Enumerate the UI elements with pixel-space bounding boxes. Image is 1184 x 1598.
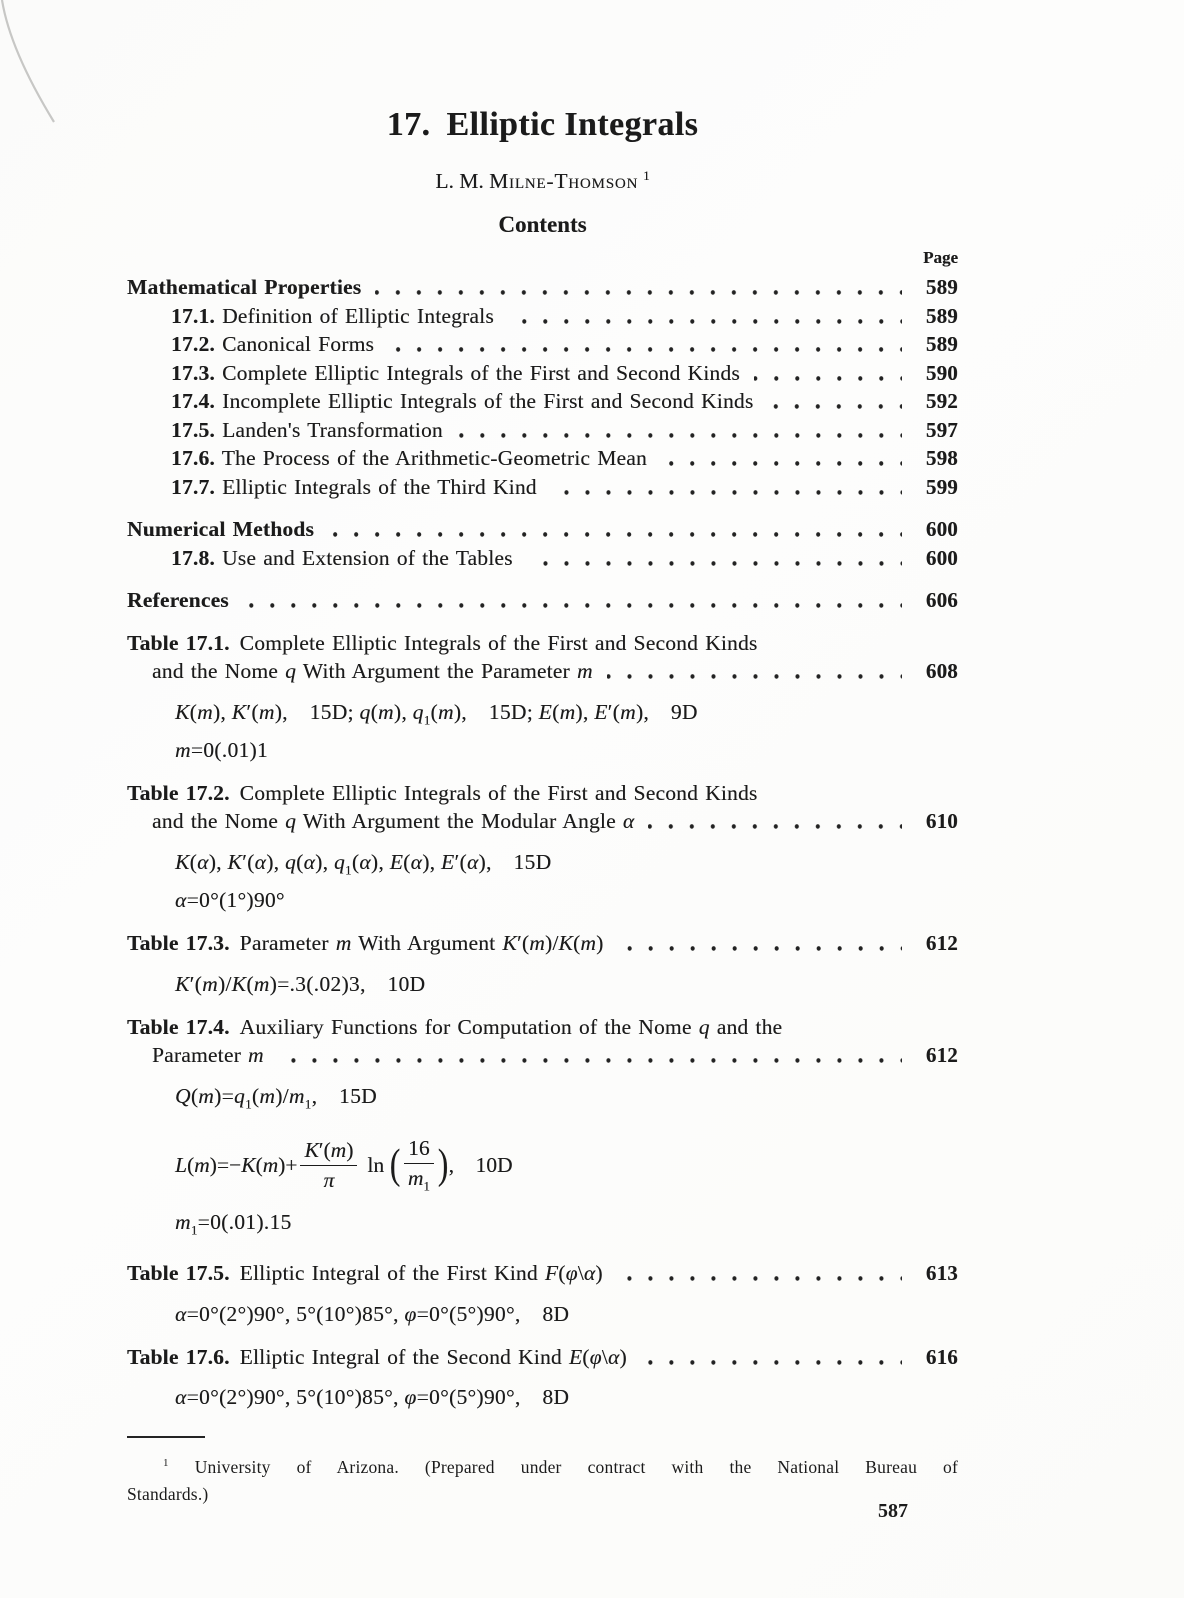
chapter-number: 17.	[386, 106, 431, 143]
chapter-title-text: Elliptic Integrals	[446, 106, 699, 143]
section-title: Definition of Elliptic Integrals	[222, 303, 494, 328]
section-title: Incomplete Elliptic Integrals of the First and Second Kinds	[222, 389, 754, 414]
table-caption-text	[127, 1343, 627, 1372]
section-number: 17.6.	[171, 446, 215, 471]
section-title: Elliptic Integrals of the Third Kind	[222, 474, 537, 499]
open-paren: (	[389, 1142, 401, 1189]
toc-entry-label	[171, 330, 374, 359]
table-caption-line1	[127, 779, 958, 808]
section-title: The Process of the Arithmetic-Geometric Mean	[221, 446, 647, 471]
toc-entry-17-5	[127, 416, 958, 445]
table-caption-text: and the Nome q With Argument the Modular Angle α	[152, 809, 635, 834]
table-caption-line1	[127, 929, 958, 958]
author-initials: L. M.	[435, 169, 484, 194]
toc-page-number: 589	[925, 332, 958, 357]
table-caption-text	[127, 1259, 603, 1288]
toc-entry-label: Numerical Methods	[127, 517, 315, 542]
dot-leader	[388, 330, 902, 359]
dot-leader	[618, 929, 902, 958]
table-formula: $m_1=0(.01).15$	[175, 1210, 292, 1238]
table-caption-line1	[127, 1259, 958, 1288]
table-page-number: 608	[925, 659, 958, 684]
toc-page-number: 600	[925, 517, 958, 542]
toc-entry-label	[171, 387, 753, 416]
dot-leader	[641, 1343, 902, 1372]
table-caption-text: Auxiliary Functions for Computation of the Nome q and the	[239, 1014, 783, 1039]
author-footnote-mark: 1	[643, 168, 650, 183]
toc-entry-17-7	[127, 473, 958, 502]
toc-page-number: 589	[925, 303, 958, 328]
toc-entry-17-3	[127, 359, 958, 388]
footnote-rule	[127, 1436, 205, 1438]
table-caption-line1	[127, 1343, 958, 1372]
page-column-label: Page	[923, 248, 958, 268]
table-of-contents	[127, 273, 958, 615]
toc-entry-17-2	[127, 330, 958, 359]
toc-entry-label	[171, 359, 740, 388]
toc-entry-label	[171, 444, 647, 473]
table-entry-17-6	[127, 1343, 958, 1413]
section-number: 17.7.	[171, 474, 215, 499]
scan-artifact-mark	[0, 0, 70, 140]
table-number: Table 17.2.	[127, 780, 230, 805]
toc-entry-17-8	[127, 544, 958, 573]
table-formula: α=0°(2°)90°, 5°(10°)85°, φ=0°(5°)90°, 8D	[175, 1301, 570, 1326]
section-number: 17.8.	[171, 545, 215, 570]
table-caption-line2	[127, 1041, 958, 1070]
toc-entry-label	[171, 302, 494, 331]
table-number: Table 17.5.	[127, 1261, 230, 1286]
fraction	[300, 1138, 357, 1193]
toc-entry-label: Mathematical Properties	[127, 275, 362, 300]
section-number: 17.5.	[171, 417, 215, 442]
toc-page-number: 606	[925, 588, 958, 613]
table-entry-17-4	[127, 1013, 958, 1246]
footnote-text-line2: Standards.)	[127, 1483, 209, 1504]
table-number: Table 17.6.	[127, 1344, 230, 1369]
table-caption-line1	[127, 629, 958, 658]
formula-lhs: L(m)=−K(m)+	[175, 1152, 298, 1177]
fraction-denominator: $m_1$	[407, 1165, 430, 1194]
dot-leader	[607, 657, 902, 686]
dot-leader	[375, 273, 902, 302]
table-entry-17-2	[127, 779, 958, 915]
table-caption-text: and the Nome q With Argument the Parameter m	[152, 659, 593, 684]
dot-leader	[754, 359, 902, 388]
dot-leader	[648, 807, 902, 836]
footnote-text-line1: $^1$ University of Arizona. (Prepared under contract with the National Bureau of	[163, 1456, 958, 1477]
toc-page-number: 590	[925, 360, 958, 385]
section-number: 17.4.	[171, 389, 215, 414]
toc-entry-label	[171, 416, 443, 445]
table-caption-text: Complete Elliptic Integrals of the First and Second Kinds	[239, 630, 758, 655]
table-caption-line2	[127, 657, 958, 686]
table-formula: α=0°(1°)90°	[175, 888, 285, 913]
formula-tail: , 10D	[448, 1152, 513, 1177]
dot-leader	[243, 586, 902, 615]
table-caption-title: Elliptic Integral of the Second Kind E(φ\α)	[239, 1344, 627, 1369]
section-number: 17.3.	[171, 360, 215, 385]
toc-page-number: 589	[925, 275, 958, 300]
fraction-numerator: K′(m)	[300, 1138, 357, 1166]
ln-operator: ln	[367, 1152, 385, 1177]
table-formula: K(m), K′(m), 15D; q(m), $q_1(m)$, 15D; E(m), E′(m), 9D	[175, 699, 698, 727]
table-entry-17-1	[127, 629, 958, 765]
dot-leader	[617, 1259, 902, 1288]
toc-entry-label: References	[127, 588, 229, 613]
table-formula: α=0°(2°)90°, 5°(10°)85°, φ=0°(5°)90°, 8D	[175, 1385, 570, 1410]
toc-entry-17-6	[127, 444, 958, 473]
dot-leader	[328, 515, 902, 544]
toc-page-number: 600	[925, 545, 958, 570]
table-caption-title: Parameter m With Argument K′(m)/K(m)	[239, 931, 604, 956]
table-caption-title: Elliptic Integral of the First Kind F(φ\α)	[239, 1261, 603, 1286]
dot-leader	[527, 544, 902, 573]
author-line	[127, 168, 958, 194]
toc-page-number: 598	[925, 446, 958, 471]
table-page-number: 610	[925, 809, 958, 834]
table-formula: m=0(.01)1	[175, 737, 269, 762]
dot-leader	[551, 473, 902, 502]
section-title: Complete Elliptic Integrals of the First and Second Kinds	[222, 360, 740, 385]
fraction-denominator: π	[323, 1167, 335, 1192]
table-caption-text: Parameter m	[152, 1043, 264, 1068]
author-surname: Milne-Thomson	[489, 169, 639, 194]
toc-entry-references	[127, 586, 958, 615]
section-number: 17.1.	[171, 303, 215, 328]
dot-leader	[457, 416, 902, 445]
close-paren: )	[437, 1142, 448, 1189]
table-page-number: 613	[925, 1261, 958, 1286]
toc-entry-numerical-methods	[127, 515, 958, 544]
section-title: Canonical Forms	[222, 332, 375, 357]
page-number: 587	[878, 1500, 908, 1522]
toc-entry-mathematical-properties	[127, 273, 958, 302]
section-number: 17.2.	[171, 332, 215, 357]
table-number: Table 17.1.	[127, 630, 230, 655]
dot-leader	[767, 387, 902, 416]
dot-leader	[278, 1041, 902, 1070]
toc-entry-label	[171, 544, 513, 573]
table-formula: $Q(m)=q_1(m)/m_1$, 15D	[175, 1083, 377, 1112]
toc-page-number: 599	[925, 474, 958, 499]
table-entry-17-3	[127, 929, 958, 999]
table-number: Table 17.4.	[127, 1014, 230, 1039]
toc-entry-label	[171, 473, 537, 502]
table-caption-line2	[127, 807, 958, 836]
page-content	[127, 0, 958, 1412]
table-page-number: 612	[925, 931, 958, 956]
section-title: Landen's Transformation	[222, 417, 443, 442]
table-number: Table 17.3.	[127, 931, 230, 956]
contents-heading: Contents	[498, 212, 587, 238]
table-caption-text	[127, 929, 604, 958]
table-formula: K(α), K′(α), q(α), $q_1(\alpha)$, E(α), E′(α), 15D	[175, 849, 552, 878]
fraction-numerator: 16	[404, 1136, 434, 1164]
fraction	[404, 1136, 434, 1194]
table-caption-line1	[127, 1013, 958, 1042]
dot-leader	[661, 444, 902, 473]
footnote	[127, 1436, 958, 1508]
dot-leader	[508, 302, 902, 331]
chapter-title	[127, 106, 958, 144]
table-caption-text: Complete Elliptic Integrals of the First and Second Kinds	[239, 780, 758, 805]
toc-page-number: 597	[925, 417, 958, 442]
section-title: Use and Extension of the Tables	[222, 545, 513, 570]
table-page-number: 616	[925, 1344, 958, 1369]
table-formula: K′(m)/K(m)=.3(.02)3, 10D	[175, 971, 426, 996]
table-entry-17-5	[127, 1259, 958, 1329]
l-function-formula	[127, 1133, 958, 1197]
toc-entry-17-1	[127, 302, 958, 331]
toc-page-number: 592	[925, 389, 958, 414]
table-page-number: 612	[925, 1043, 958, 1068]
toc-entry-17-4	[127, 387, 958, 416]
